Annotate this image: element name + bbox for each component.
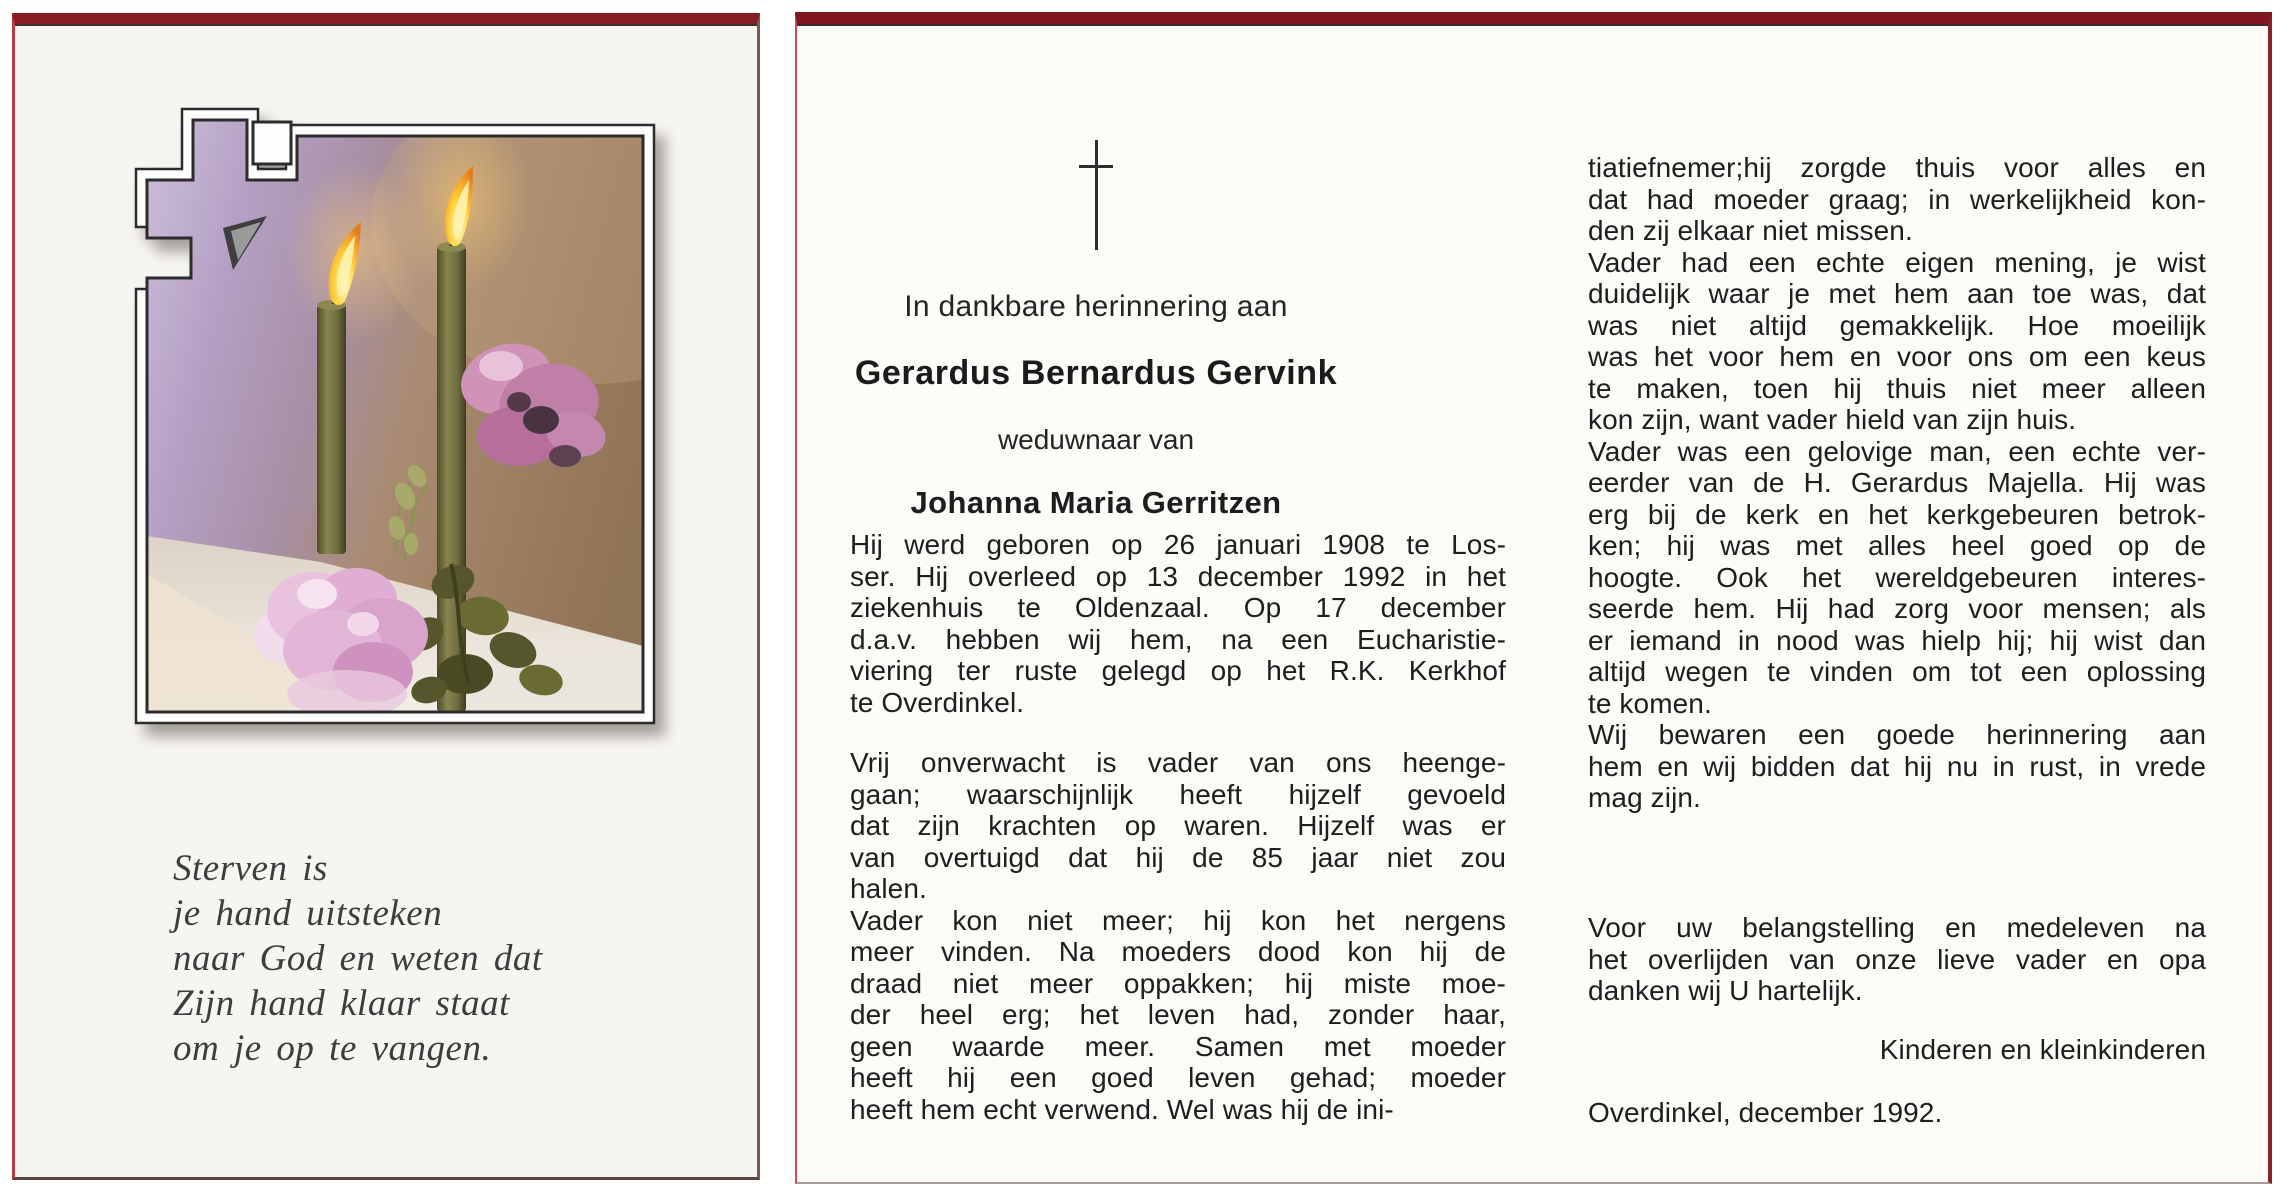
intro-line: In dankbare herinnering aan	[904, 290, 1288, 323]
cross-icon	[1079, 140, 1113, 250]
place-date-line: Overdinkel, december 1992.	[1588, 1097, 1943, 1128]
memorial-header	[850, 140, 1342, 521]
spouse-name: Johanna Maria Gerritzen	[910, 485, 1282, 520]
left-candle	[317, 304, 346, 554]
photo-frame-square-ornament	[253, 122, 291, 164]
right-card-panel	[795, 12, 2272, 1184]
acknowledgement-paragraph: Voor uw belangstelling en medeleven na het overlijden van onze lieve vader en opa danken wij U hartelijk.	[1588, 912, 2206, 1006]
signature-line: Kinderen en kleinkinderen	[1879, 1034, 2206, 1065]
candles-photo-illustration	[121, 104, 666, 734]
deceased-name: Gerardus Bernardus Gervink	[854, 354, 1338, 392]
relation-line: weduwnaar van	[997, 424, 1195, 455]
text-column-1: Hij werd geboren op 26 januari 1908 te Los- ser. Hij overleed op 13 december 1992 in het ziekenhuis te Oldenzaal. Op 17 december d.a.v. hebben wij hem, na een Eucharistie- viering ter ruste gelegd op het R.K. Kerkhof te Overdinkel. Vrij onverwacht is vader van ons heenge- gaan; waarschijnlijk heeft hijzelf gevoeld dat zijn krachten op waren. Hijzelf was er van overtuigd dat hij de 85 jaar niet zou halen. Vader kon niet meer; hij kon het nergens meer vinden. Na moeders dood kon hij de draad niet meer oppakken; hij miste moe- der heel erg; het leven had, zonder haar, geen waarde meer. Samen met moeder heeft hij een goed leven gehad; moeder heeft hem echt verwend. Wel was hij de ini-	[850, 529, 1506, 1125]
left-card-panel	[12, 13, 760, 1180]
memorial-photo	[121, 104, 666, 734]
text-column-2: tiatiefnemer;hij zorgde thuis voor alles en dat had moeder graag; in werkelijkheid kon- den zij elkaar niet missen. Vader had een echte eigen mening, je wist duidelijk waar je met hem aan toe was, dat was niet altijd gemakkelijk. Hoe moeilijk was het voor hem en voor ons om een keus te maken, toen hij thuis niet meer alleen kon zijn, want vader hield van zijn huis. Vader was een gelovige man, een echte ver- eerder van de H. Gerardus Majella. Hij was erg bij de kerk en het kerkgebeuren betrok- ken; hij was met alles heel goed op de hoogte. Ook het wereldgebeuren interes- seerde hem. Hij had zorg voor mensen; als er iemand in nood was hielp hij; hij wist dan altijd wegen te vinden om tot een oplossing te komen. Wij bewaren een goede herinnering aan hem en wij bidden dat hij nu in rust, in vrede mag zijn.	[1588, 152, 2206, 813]
poem: Sterven is je hand uitsteken naar God en weten dat Zijn hand klaar staat om je op te vangen.	[173, 848, 543, 1069]
